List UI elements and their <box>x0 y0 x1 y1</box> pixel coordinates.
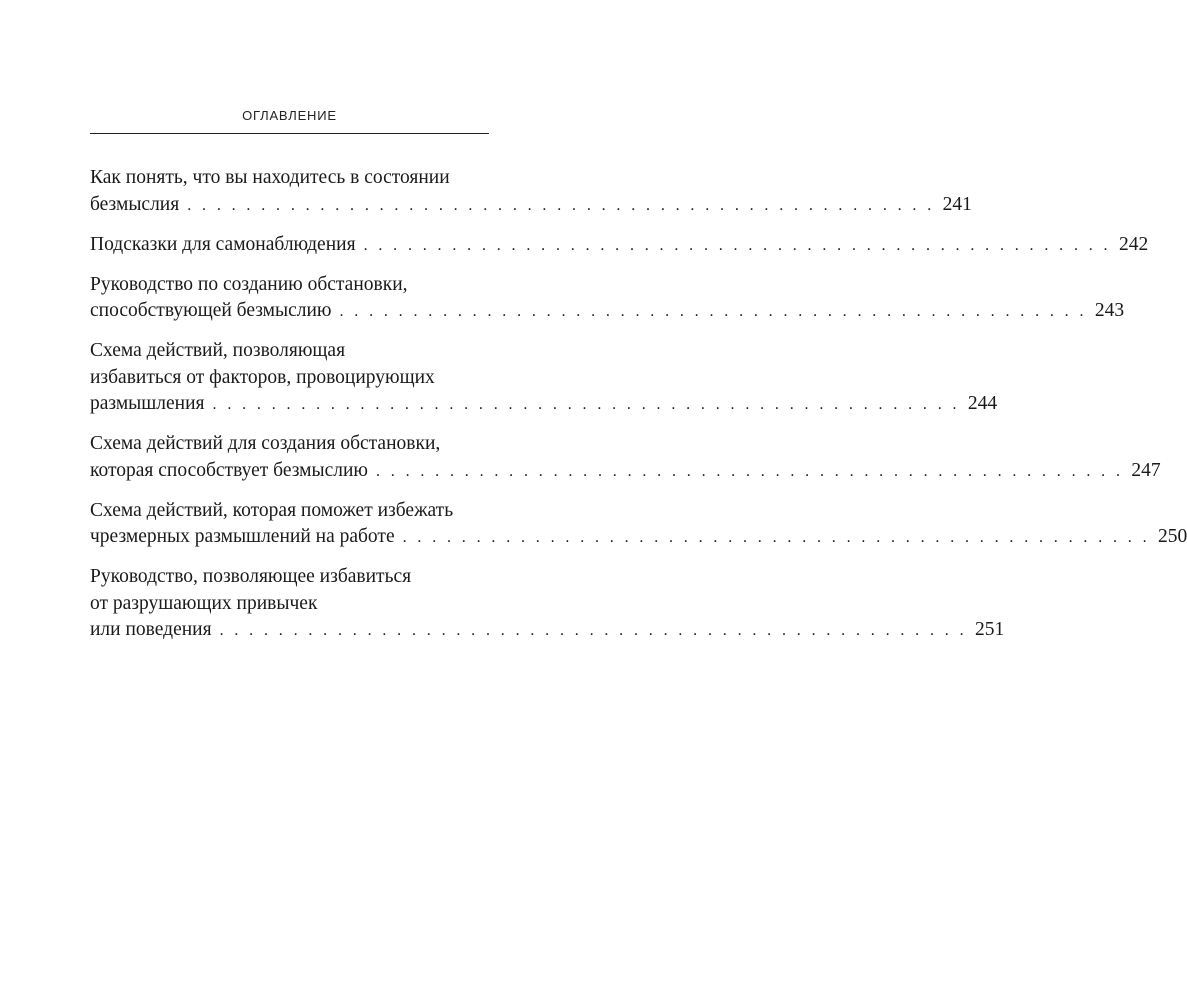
toc-entry[interactable] <box>90 338 998 419</box>
dot-leader: . . . . . . . . . . . . . . . . . . . . . . . . . . . . . . . . . . . . . . . . . . . . . . . . . . . <box>375 462 1124 480</box>
toc-page-number: 251 <box>974 619 1005 640</box>
toc-entry-last-line <box>90 232 1149 260</box>
toc-entry[interactable] <box>90 272 1125 326</box>
toc-entry-text-line: Подсказки для самонаблюдения <box>90 233 356 255</box>
dot-leader: . . . . . . . . . . . . . . . . . . . . . . . . . . . . . . . . . . . . . . . . . . . . . . . . . . . <box>187 196 935 214</box>
toc-entry-text-line: размышления <box>90 393 205 414</box>
toc-entry[interactable] <box>90 498 1187 552</box>
toc-entry-text-line: от разрушающих привычек <box>90 592 318 614</box>
toc-page-number: 243 <box>1094 300 1125 321</box>
dot-leader: . . . . . . . . . . . . . . . . . . . . . . . . . . . . . . . . . . . . . . . . . . . . . . . . . . . <box>219 622 967 639</box>
toc-page-number: 242 <box>1118 233 1149 255</box>
toc-entry[interactable] <box>90 232 1149 260</box>
toc-entry-text-line: Как понять, что вы находитесь в состоянии <box>90 167 450 188</box>
toc-entry-last-line <box>90 391 998 419</box>
table-of-contents <box>90 165 1187 657</box>
toc-page-number: 241 <box>942 193 972 215</box>
toc-entry-text-line: которая способствует безмыслию <box>90 459 368 481</box>
dot-leader: . . . . . . . . . . . . . . . . . . . . . . . . . . . . . . . . . . . . . . . . . . . . . . . . . . . <box>402 529 1151 546</box>
toc-page-number: 247 <box>1131 459 1161 481</box>
toc-entry-text-line: Руководство по созданию обстановки, <box>90 273 408 295</box>
dot-leader: . . . . . . . . . . . . . . . . . . . . . . . . . . . . . . . . . . . . . . . . . . . . . . . . . . . <box>212 396 960 413</box>
toc-entry-text-line: чрезмерных размышлений на работе <box>90 526 395 547</box>
toc-entry-text-line: способствующей безмыслию <box>90 300 332 321</box>
toc-entry-text-line: или поведения <box>90 619 212 640</box>
toc-page-number: 244 <box>967 393 998 414</box>
toc-entry-text-line: избавиться от факторов, провоцирующих <box>90 366 435 388</box>
page-header-title: ОГЛАВЛЕНИЕ <box>242 108 337 123</box>
toc-entry[interactable] <box>90 564 1005 645</box>
toc-entry-last-line <box>90 524 1187 552</box>
toc-entry-last-line <box>90 192 972 220</box>
toc-entry-last-line <box>90 298 1125 326</box>
toc-entry[interactable] <box>90 431 1161 485</box>
header-rule <box>90 133 489 134</box>
toc-entry-text-line: Руководство, позволяющее избавиться <box>90 566 412 587</box>
toc-page-number: 250 <box>1158 526 1187 547</box>
toc-entry-text-line: Схема действий, которая поможет избежать <box>90 499 454 521</box>
dot-leader: . . . . . . . . . . . . . . . . . . . . . . . . . . . . . . . . . . . . . . . . . . . . . . . . . . . <box>363 236 1111 254</box>
toc-entry-text-line: безмыслия <box>90 193 180 215</box>
toc-entry-last-line <box>90 458 1161 486</box>
toc-entry-text-line: Схема действий для создания обстановки, <box>90 433 441 454</box>
toc-entry-text-line: Схема действий, позволяющая <box>90 340 346 361</box>
toc-entry-last-line <box>90 617 1005 645</box>
toc-entry[interactable] <box>90 165 972 219</box>
dot-leader: . . . . . . . . . . . . . . . . . . . . . . . . . . . . . . . . . . . . . . . . . . . . . . . . . . . <box>339 303 1087 320</box>
